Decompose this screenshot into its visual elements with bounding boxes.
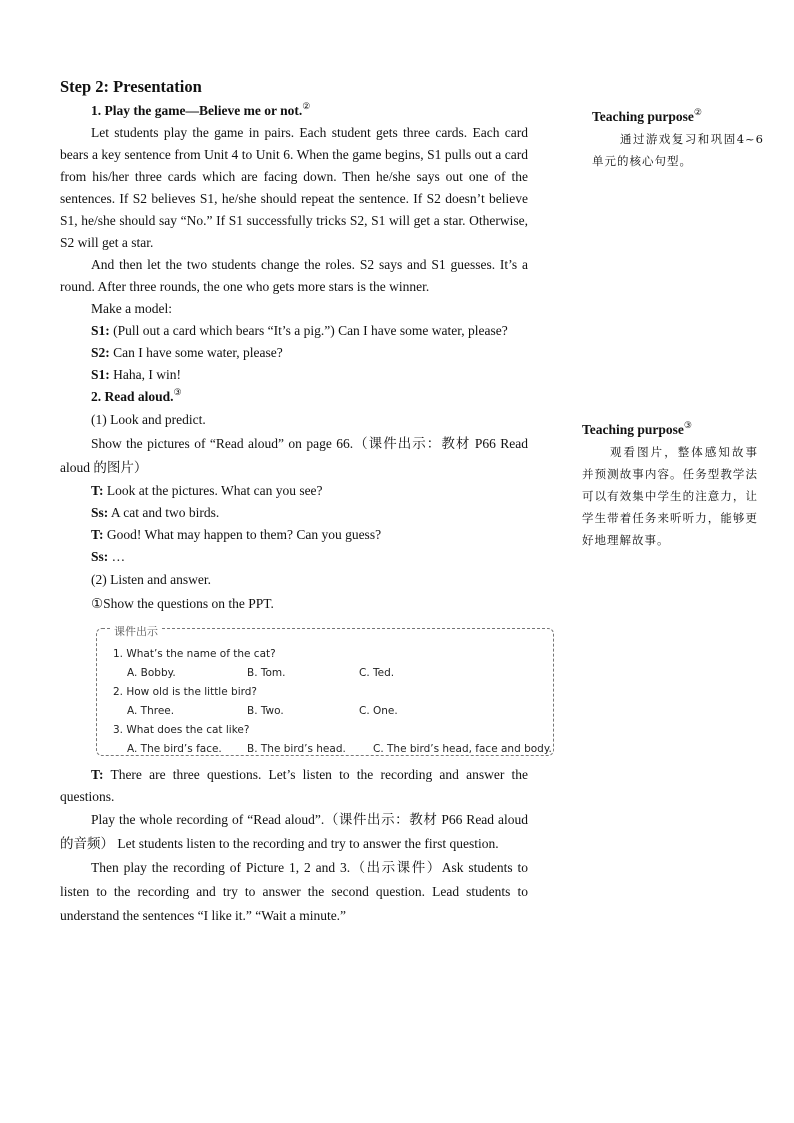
dialogue-line: S1: (Pull out a card which bears “It’s a pig.”) Can I have some water, please? (91, 323, 508, 338)
dialogue-line: T: Good! What may happen to them? Can you guess? (91, 527, 382, 542)
teaching-purpose-note-2 (582, 419, 758, 551)
question: 1. What’s the name of the cat? (113, 648, 276, 660)
option: A. Bobby. (127, 667, 176, 679)
dialogue-line: T: There are three questions. Let’s listen to the recording and answer the questions. (60, 767, 528, 804)
note-marker: ② (693, 107, 702, 117)
sub-heading: (1) Look and predict. (91, 412, 206, 427)
paragraph: Make a model: (91, 301, 172, 316)
option: A. Three. (127, 705, 175, 717)
section-heading-read-aloud: 2. Read aloud.③ (91, 387, 182, 404)
step-title: Step 2: Presentation (60, 77, 202, 96)
paragraph: Play the whole recording of “Read aloud”.（课件出示：教材 P66 Read aloud 的音频） Let students listen to the recording and try to answer the first question. (60, 812, 528, 851)
paragraph: Let students play the game in pairs. Each student gets three cards. Each card bears a key sentence from Unit 4 to Unit 6. When the game begins, S1 pulls out a card from his/her three cards which are facing down. Then he/she says out one of the sentences. If S2 believes S1, he/she should repeat the sentence. If S2 doesn’t believe S1, he/she should say “No.” If S1 successfully tricks S2, S1 will get a star. Otherwise, S2 will get a star. (60, 125, 528, 250)
lesson-plan-body (60, 76, 552, 928)
dialogue-line: Ss: … (91, 549, 126, 564)
dialogue-line: S1: Haha, I win! (91, 367, 181, 382)
note-marker: ③ (683, 420, 692, 430)
option: B. Tom. (247, 667, 286, 679)
teaching-purpose-note-1 (592, 106, 764, 172)
dialogue-line: S2: Can I have some water, please? (91, 345, 283, 360)
option: A. The bird’s face. (127, 743, 222, 755)
dialogue-line: Ss: A cat and two birds. (91, 505, 220, 520)
section-heading-game: 1. Play the game—Believe me or not.② (91, 101, 311, 118)
side-text: 观看图片，整体感知故事并预测故事内容。任务型教学法可以有效集中学生的注意力，让学生带着任务来听听力，能够更好地理解故事。 (582, 445, 758, 547)
sub-heading: (2) Listen and answer. (91, 572, 211, 587)
option: C. Ted. (359, 667, 395, 679)
option: C. One. (359, 705, 398, 717)
option: B. The bird’s head. (247, 743, 346, 755)
courseware-tag: 课件出示 (111, 621, 161, 643)
courseware-question-box (96, 625, 554, 756)
paragraph: Then play the recording of Picture 1, 2 and 3.（出示课件）Ask students to listen to the recording and try to answer the second question. Lead students to understand the sentences “I like it.” “Wait a minute.” (60, 860, 528, 923)
question: 2. How old is the little bird? (113, 686, 257, 698)
note-marker: ③ (173, 387, 182, 397)
sub-heading: ①Show the questions on the PPT. (91, 596, 274, 611)
note-marker: ② (302, 101, 311, 111)
side-label: Teaching purpose (582, 422, 684, 437)
option: B. Two. (247, 705, 284, 717)
paragraph: And then let the two students change the roles. S2 says and S1 guesses. It’s a round. After three rounds, the one who gets more stars is the winner. (60, 257, 528, 294)
side-text: 通过游戏复习和巩固4~6单元的核心句型。 (592, 132, 764, 168)
option: C. The bird’s head, face and body. (373, 743, 552, 755)
paragraph: Show the pictures of “Read aloud” on page 66.（课件出示：教材 P66 Read aloud 的图片） (60, 436, 528, 475)
dialogue-line: T: Look at the pictures. What can you see? (91, 483, 323, 498)
side-label: Teaching purpose (592, 109, 694, 124)
question: 3. What does the cat like? (113, 724, 250, 736)
